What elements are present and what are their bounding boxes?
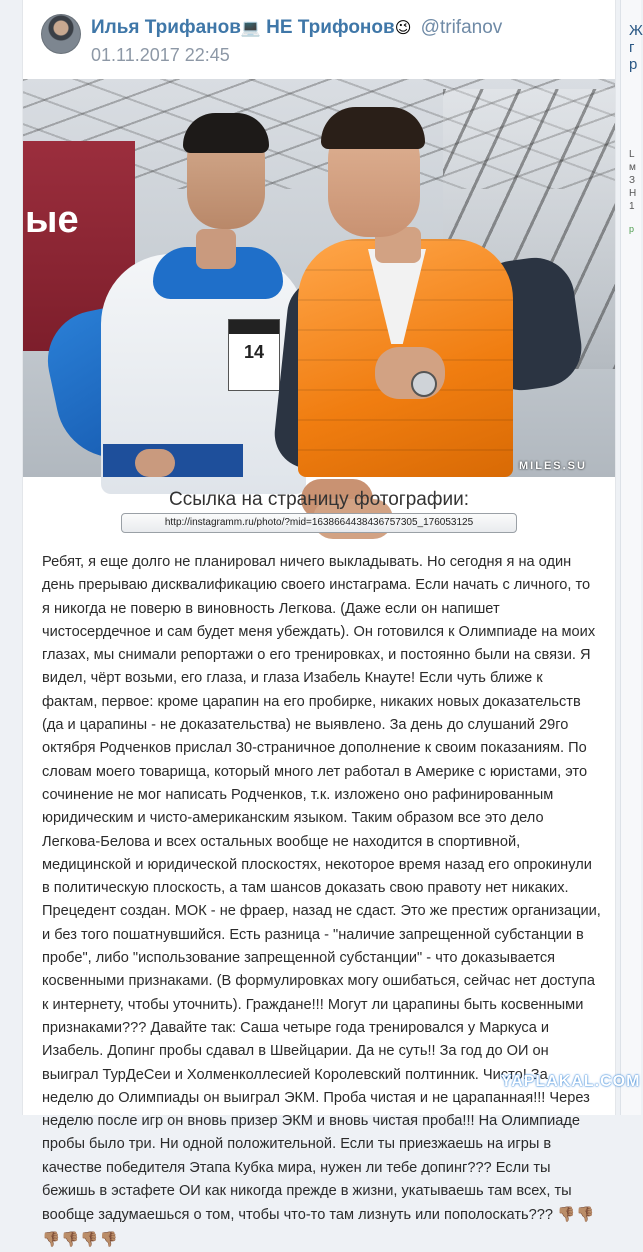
post-date: 01.11.2017 22:45 — [91, 45, 230, 65]
photo-watermark: MILES.SU — [519, 460, 587, 472]
race-bib — [228, 319, 280, 391]
author-name-secondary[interactable]: НЕ Трифонов — [266, 17, 395, 38]
laptop-icon: 💻 — [240, 18, 261, 37]
photo-link-heading: Ссылка на страницу фотографии: — [168, 489, 470, 510]
adjacent-column-link[interactable]: р — [629, 224, 635, 234]
author-name[interactable]: Илья Трифанов — [91, 17, 241, 38]
race-bib-number: 14 — [243, 342, 265, 362]
photo-link-url[interactable]: http://instagramm.ru/photo/?mid=1638664438436757305_176053125 — [121, 513, 517, 533]
post-header — [23, 0, 615, 78]
thumbs-down-icons: 👎🏽👎🏽👎🏽👎🏽👎🏽👎🏽 — [42, 1206, 596, 1248]
adjacent-column-meta: L м З Н 1 — [629, 149, 637, 212]
post-photo[interactable] — [23, 79, 615, 477]
adjacent-column-text: Ж г р — [629, 22, 643, 73]
left-person-neck — [196, 229, 236, 269]
post-body — [42, 551, 602, 1252]
background-banner-text: ые — [25, 199, 79, 241]
left-person-hand — [135, 449, 175, 477]
adjacent-column — [620, 0, 641, 1115]
wristwatch-icon — [411, 371, 437, 397]
author-line — [91, 17, 502, 39]
right-person-hair — [321, 107, 425, 149]
author-avatar[interactable] — [41, 14, 81, 54]
author-handle[interactable]: @trifanov — [420, 17, 503, 38]
post-body-text: Ребят, я еще долго не планировал ничего выкладывать. Но сегодня я на один день прерываю дисквалификацию своего инстаграма. Если начать с личного, то я никогда не поверю в виновность Легкова. (Даже если он напишет чистосердечное и сам будет меня убеждать). Он готовился к Олимпиаде на моих глазах, мы снимали репортажи о его тренировках, и постоянно были на связи. Я видел, чёрт возьми, его глаза, и глаза Изабель Кнауте! Если чуть ближе к фактам, первое: кроме царапин на его пробирке, никаких новых доказательств (да и царапины - не доказательства) не выявлено. За день до слушаний 29го октября Родченков прислал 30-страничное дополнение к своим показаниям. По словам моего товарища, который много лет работал в Америке с юристами, это сочинение не мог написать Родченков, т.к. изложено оно рафинированным юридическим и чисто-американским языком. Таким образом все это дело Легкова-Белова и всех остальных вообще не находится в спортивной, медицинской и юридической плоскостях, некоторое время назад его опрокинули в политическую плоскость, а там шансов доказать свою правоту нет никаких. Прецедент создан. МОК - не фраер, назад не сдаст. Это же престиж организации, и без того пошатнувшийся. Есть разница - "наличие запрещенной субстанции в пробе", либо "использование запрещенной субстанции" - что доказывается косвенными признаками. (В формулировках могу ошибаться, сейчас нет доступа к интернету, чтобы уточнить). Граждане!!! Могут ли царапины быть косвенными признаками??? Давайте так: Саша четыре года тренировался у Маркуса и Изабель. Допинг пробы сдавал в Швейцарии. Да не суть!! За год до ОИ он выиграл ТурДеСеи и Холменколлесией Королевский полтинник. Чисто! За неделю до Олимпиады он выиграл ЭКМ. Проба чистая и не царапанная!!! Через неделю после игр он вновь призер ЭКМ и вновь чистая проба!!! На Олимпиаде пробы было три. Ни одной положительной. Если ты приезжаешь на игры в качестве победителя Этапа Кубка мира, нужен ли тебе допинг??? Если ты бежишь в эстафете ОИ как никогда прежде в жизни, укатываешь там всех, ты вообще задумаешься о том, чтобы что-то там лизнуть или пополоскать??? — [42, 554, 601, 1224]
wink-icon: 😉 — [394, 18, 412, 37]
site-watermark: YAPLAKAL.COM — [501, 1073, 641, 1090]
left-person-hair — [183, 113, 269, 153]
